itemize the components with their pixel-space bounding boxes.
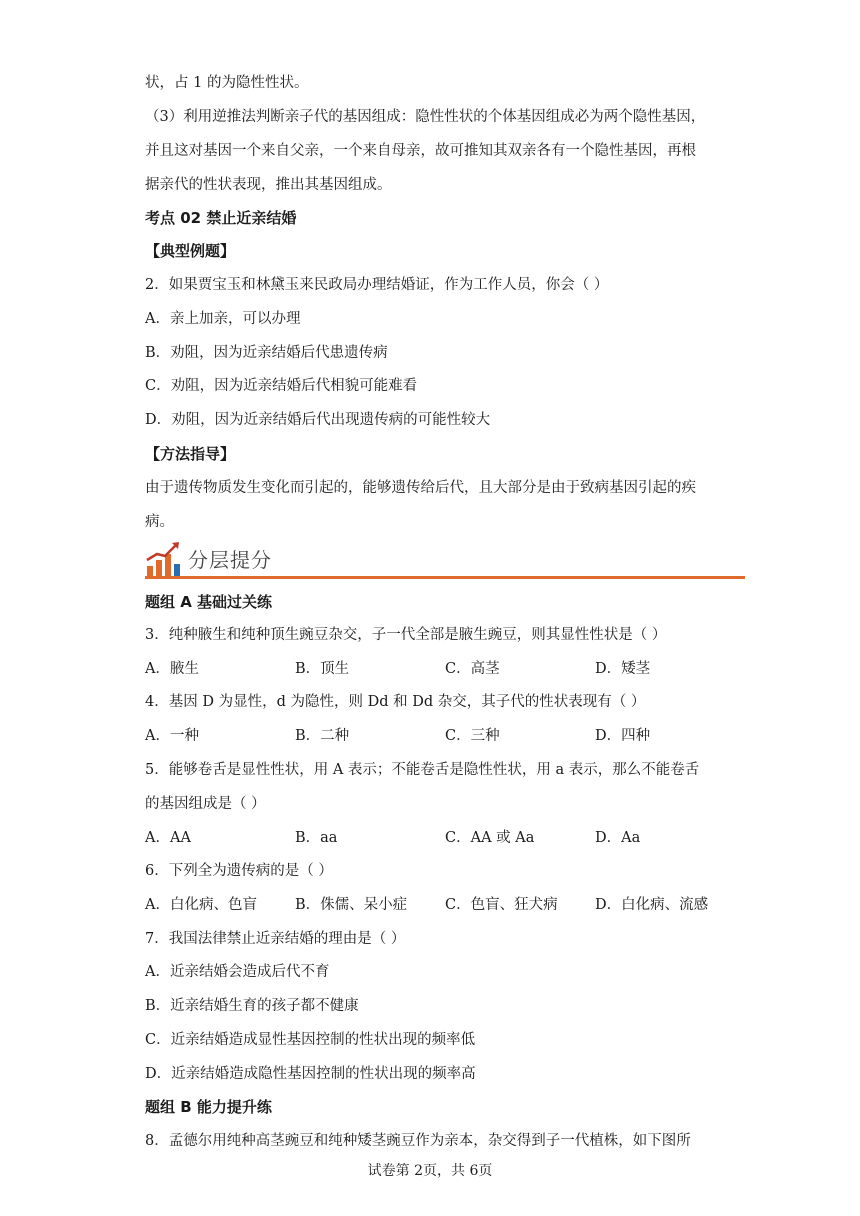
section-heading: 题组 B 能力提升练: [145, 1098, 272, 1116]
option: D．劝阻，因为近亲结婚后代出现遗传病的可能性较大: [145, 412, 491, 428]
option: B．侏儒、呆小症: [295, 897, 408, 913]
option: A．腋生: [145, 661, 199, 677]
subsection-heading: 【典型例题】: [145, 242, 236, 260]
option: A．一种: [145, 728, 199, 744]
question-stem: 的基因组成是（ ）: [145, 796, 266, 812]
rising-bar-chart-icon: [145, 540, 185, 580]
section-heading: 题组 A 基础过关练: [145, 593, 273, 611]
question-stem: 2．如果贾宝玉和林黛玉来民政局办理结婚证，作为工作人员，你会（ ）: [145, 277, 609, 293]
text-line: 状，占 1 的为隐性性状。: [145, 75, 309, 91]
option: A．AA: [145, 830, 191, 846]
option: C．高茎: [445, 661, 500, 677]
option: D．Aa: [595, 830, 641, 846]
question-stem: 6．下列全为遗传病的是（ ）: [145, 863, 333, 879]
question-stem: 3．纯种腋生和纯种顶生豌豆杂交，子一代全部是腋生豌豆，则其显性性状是（ ）: [145, 627, 667, 643]
text-line: 据亲代的性状表现，推出其基因组成。: [145, 177, 392, 193]
banner-title: 分层提分: [188, 548, 272, 572]
option: C．近亲结婚造成显性基因控制的性状出现的频率低: [145, 1032, 476, 1048]
option: B．近亲结婚生育的孩子都不健康: [145, 998, 359, 1014]
option: A．近亲结婚会造成后代不育: [145, 964, 330, 980]
option: C．色盲、狂犬病: [445, 897, 558, 913]
question-stem: 4．基因 D 为显性，d 为隐性，则 Dd 和 Dd 杂交，其子代的性状表现有（ ）: [145, 694, 646, 710]
option: B．二种: [295, 728, 350, 744]
banner-divider: [145, 576, 745, 579]
option: A．亲上加亲，可以办理: [145, 311, 301, 327]
text-line: 并且这对基因一个来自父亲，一个来自母亲，故可推知其双亲各有一个隐性基因，再根: [145, 143, 696, 159]
option: C．劝阻，因为近亲结婚后代相貌可能难看: [145, 378, 418, 394]
option: B．aa: [295, 830, 338, 846]
text-line: 由于遗传物质发生变化而引起的，能够遗传给后代，且大部分是由于致病基因引起的疾: [145, 480, 696, 496]
subsection-heading: 【方法指导】: [145, 445, 236, 463]
option: D．白化病、流感: [595, 897, 709, 913]
page-footer: 试卷第 2页，共 6页: [367, 1163, 493, 1179]
option: B．顶生: [295, 661, 350, 677]
option: C．三种: [445, 728, 500, 744]
option: A．白化病、色盲: [145, 897, 257, 913]
option: D．四种: [595, 728, 651, 744]
question-stem: 5．能够卷舌是显性性状，用 A 表示；不能卷舌是隐性性状，用 a 表示，那么不能卷舌: [145, 762, 700, 778]
option: D．近亲结婚造成隐性基因控制的性状出现的频率高: [145, 1066, 476, 1082]
text-line: 病。: [145, 514, 174, 530]
section-heading: 考点 02 禁止近亲结婚: [145, 209, 297, 227]
question-stem: 7．我国法律禁止近亲结婚的理由是（ ）: [145, 931, 406, 947]
option: D．矮茎: [595, 661, 651, 677]
question-stem: 8．孟德尔用纯种高茎豌豆和纯种矮茎豌豆作为亲本，杂交得到子一代植株，如下图所: [145, 1133, 691, 1149]
option: B．劝阻，因为近亲结婚后代患遗传病: [145, 345, 388, 361]
option: C．AA 或 Aa: [445, 830, 535, 846]
text-line: （3）利用逆推法判断亲子代的基因组成：隐性性状的个体基因组成必为两个隐性基因，: [145, 109, 706, 125]
